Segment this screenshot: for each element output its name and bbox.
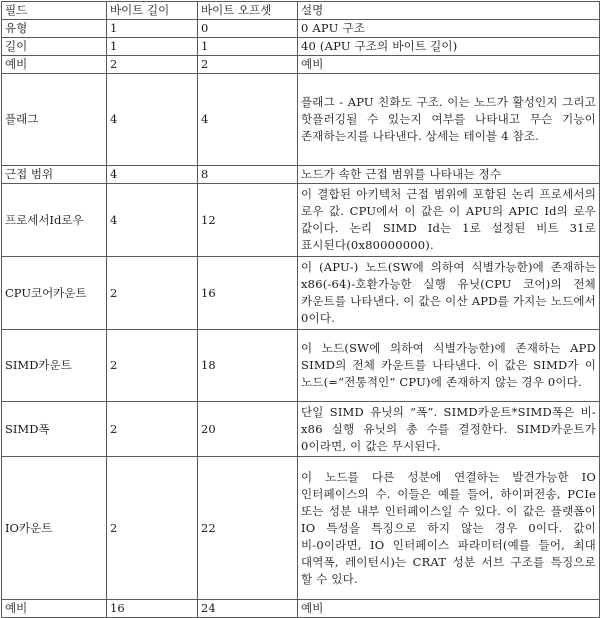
description-cell: 이 노드(SW에 의하여 식별가능한)에 존재하는 APD SIMD의 전체 카운트를 나타낸다. 이 값은 SIMD가 이 노드(=“전통적인” CPU)에 존재하지 않는 경우 0이다. (298, 330, 600, 402)
length-cell: 2 (107, 257, 198, 330)
description-cell: 플래그 - APU 친화도 구조. 이는 노드가 활성인지 그리고 핫플러깅될 수 있는지 여부를 나타내고 무슨 기능이 존재하는지를 나타낸다. 상세는 테이블 4 참조. (298, 74, 600, 166)
header-field: 필드 (2, 2, 107, 20)
field-cell: IO카운트 (2, 457, 107, 600)
description-cell: 이 (APU-) 노드(SW에 의하여 식별가능한)에 존재하는 x86(-64)-호환가능한 실행 유닛(CPU 코어)의 전체 카운트를 나타낸다. 이 값은 이산 APD를 가지는 노드에서 0이다. (298, 257, 600, 330)
length-cell: 4 (107, 166, 198, 184)
length-cell: 2 (107, 56, 198, 74)
offset-cell: 18 (198, 330, 298, 402)
offset-cell: 16 (198, 257, 298, 330)
description-cell: 40 (APU 구조의 바이트 길이) (298, 38, 600, 56)
description-cell: 예비 (298, 56, 600, 74)
description-cell: 노드가 속한 근접 범위를 나타내는 정수 (298, 166, 600, 184)
apu-structure-table (1, 1, 600, 618)
field-cell: SIMD폭 (2, 402, 107, 457)
description-cell: 이 결합된 아키텍처 근접 범위에 포함된 논리 프로세서의 로우 값. CPU에서 이 값은 이 APU의 APIC Id의 로우 값이다. 논리 SIMD Id는 1로 설정된 비트 31로 표시된다(0x80000000). (298, 184, 600, 257)
table-row (2, 74, 600, 166)
offset-cell: 24 (198, 600, 298, 618)
table-row (2, 56, 600, 74)
length-cell: 2 (107, 457, 198, 600)
field-cell: 근접 범위 (2, 166, 107, 184)
description-cell: 단일 SIMD 유닛의 “폭”. SIMD카운트*SIMD폭은 비-x86 실행 유닛의 총 수를 결정한다. SIMD카운트가 0이라면, 이 값은 무시된다. (298, 402, 600, 457)
offset-cell: 2 (198, 56, 298, 74)
field-cell: 플래그 (2, 74, 107, 166)
offset-cell: 4 (198, 74, 298, 166)
table-row (2, 330, 600, 402)
header-byte-length: 바이트 길이 (107, 2, 198, 20)
length-cell: 1 (107, 20, 198, 38)
length-cell: 4 (107, 74, 198, 166)
header-byte-offset: 바이트 오프셋 (198, 2, 298, 20)
offset-cell: 8 (198, 166, 298, 184)
offset-cell: 22 (198, 457, 298, 600)
field-cell: SIMD카운트 (2, 330, 107, 402)
table-row (2, 184, 600, 257)
field-cell: 예비 (2, 56, 107, 74)
field-cell: 예비 (2, 600, 107, 618)
table-row (2, 457, 600, 600)
field-cell: 프로세서Id로우 (2, 184, 107, 257)
table-row (2, 402, 600, 457)
table-header-row (2, 2, 600, 20)
table-row (2, 257, 600, 330)
length-cell: 2 (107, 330, 198, 402)
field-cell: CPU코어카운트 (2, 257, 107, 330)
description-cell: 이 노드를 다른 성분에 연결하는 발견가능한 IO 인터페이스의 수. 이들은 예를 들어, 하이퍼전송, PCIe 또는 성분 내부 인터페이스일 수 있다. 이 값은 플랫폼이 IO 특성을 특징으로 하지 않는 경우 0이다. 값이 비-0이라면, IO 인터페이스 파라미터(예를 들어, 최대 대역폭, 레이턴시)는 CRAT 성분 서브 구조를 특징으로 할 수 있다. (298, 457, 600, 600)
table-row (2, 38, 600, 56)
offset-cell: 20 (198, 402, 298, 457)
length-cell: 16 (107, 600, 198, 618)
length-cell: 4 (107, 184, 198, 257)
description-cell: 예비 (298, 600, 600, 618)
table-row (2, 600, 600, 618)
offset-cell: 0 (198, 20, 298, 38)
table-row (2, 20, 600, 38)
description-cell: 0 APU 구조 (298, 20, 600, 38)
header-description: 설명 (298, 2, 600, 20)
length-cell: 2 (107, 402, 198, 457)
field-cell: 길이 (2, 38, 107, 56)
offset-cell: 12 (198, 184, 298, 257)
field-cell: 유형 (2, 20, 107, 38)
length-cell: 1 (107, 38, 198, 56)
table-row (2, 166, 600, 184)
offset-cell: 1 (198, 38, 298, 56)
